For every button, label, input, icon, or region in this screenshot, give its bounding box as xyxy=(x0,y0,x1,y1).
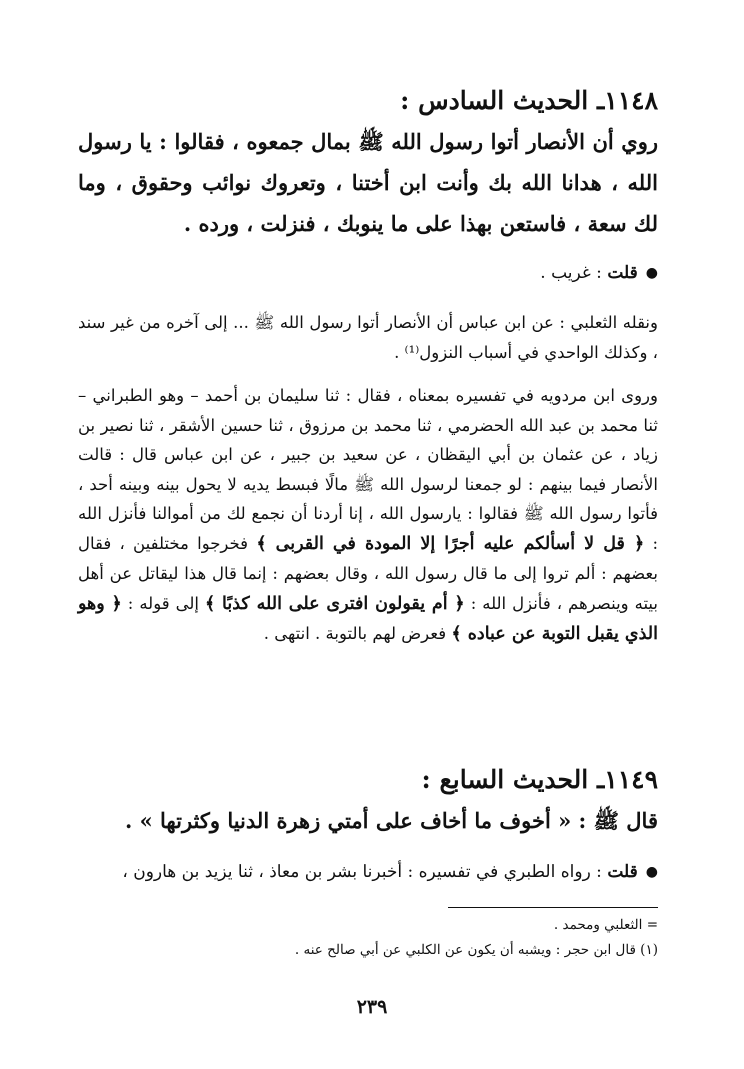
paragraph-text: فخرجوا مختلفين ، فقال بعضهم : ألم تروا إلى ما قال رسول الله ، وقال بعضهم : إنما قال هذا ليقاتل عن أهل بيته وينصرهم ، فأنزل الله : xyxy=(78,533,659,613)
hadith-1149-text: قال ﷺ : « أخوف ما أخاف على أمتي زهرة الدنيا وكثرتها » . xyxy=(124,808,658,833)
hadith-1149-title: ١١٤٩ـ الحديث السابع : xyxy=(421,765,658,794)
paragraph-text: وروى ابن مردويه في تفسيره بمعناه ، فقال : ثنا سليمان بن أحمد – وهو الطبراني – ثنا محمد بن عبد الله الحضرمي ، ثنا محمد بن مرزوق ، ثنا حسين الأشقر ، ثنا نصير بن زياد ، عن عثمان بن أبي اليقظان ، عن سعيد بن جبير ، عن ابن عباس قال : قالت الأنصار فيما بينهم : لو جمعنا لرسول الله ﷺ مالًا فبسط يديه لا يحول بينه وبينه أحد ، فأتوا رسول الله ﷺ فقالوا : يارسول الله ، إنا أردنا أن نجمع لك من أموالنا فأنزل الله : xyxy=(78,386,659,553)
page-number: ٢٣٩ xyxy=(356,996,388,1018)
footnote-1: (١) قال ابن حجر : ويشبه أن يكون عن الكلبي عن أبي صالح عنه . xyxy=(294,942,658,958)
paragraph-text: فعرض لهم بالتوبة . انتهى . xyxy=(263,624,447,643)
quran-verse: ﴿ أم يقولون افترى على الله كذبًا ﴾ xyxy=(204,593,465,614)
hadith-1148-text: روي أن الأنصار أتوا رسول الله ﷺ بمال جمعوه ، فقالوا : يا رسول الله ، هدانا الله بك وأنت ابن أختنا ، وتعروك نوائب وحقوق ، وما لك سعة ، فاستعن بهذا على ما ينوبك ، فنزلت ، ورده . xyxy=(78,129,658,236)
qult-ruling-1 xyxy=(78,258,658,288)
bullet-icon: ● xyxy=(645,864,658,880)
hadith-1148-title: ١١٤٨ـ الحديث السادس : xyxy=(400,86,658,115)
quran-verse: ﴿ قل لا أسألكم عليه أجرًا إلا المودة في القربى ﴾ xyxy=(256,533,645,554)
qult-text: : غريب . xyxy=(540,263,602,283)
paragraph-ibn-mardawayh xyxy=(78,381,658,650)
qult-ruling-2 xyxy=(78,857,658,887)
footnotes xyxy=(78,913,658,963)
qult-text: : رواه الطبري في تفسيره : أخبرنا بشر بن معاذ ، ثنا يزيد بن هارون ، xyxy=(122,862,602,882)
footnote-divider xyxy=(448,907,658,908)
paragraph-text: إلى قوله : xyxy=(127,593,199,613)
qult-label: قلت xyxy=(607,862,638,882)
footnote-continuation: = الثعلبي ومحمد . xyxy=(553,917,658,933)
bullet-icon: ● xyxy=(645,265,658,281)
paragraph-thalabi: ونقله الثعلبي : عن ابن عباس أن الأنصار أتوا رسول الله ﷺ ... إلى آخره من غير سند ، وكذلك الواحدي في أسباب النزول⁽¹⁾ . xyxy=(78,313,658,362)
quran-verse: ﴿ وهو الذي يقبل التوبة عن عباده ﴾ xyxy=(78,593,658,644)
qult-label: قلت xyxy=(607,263,638,283)
